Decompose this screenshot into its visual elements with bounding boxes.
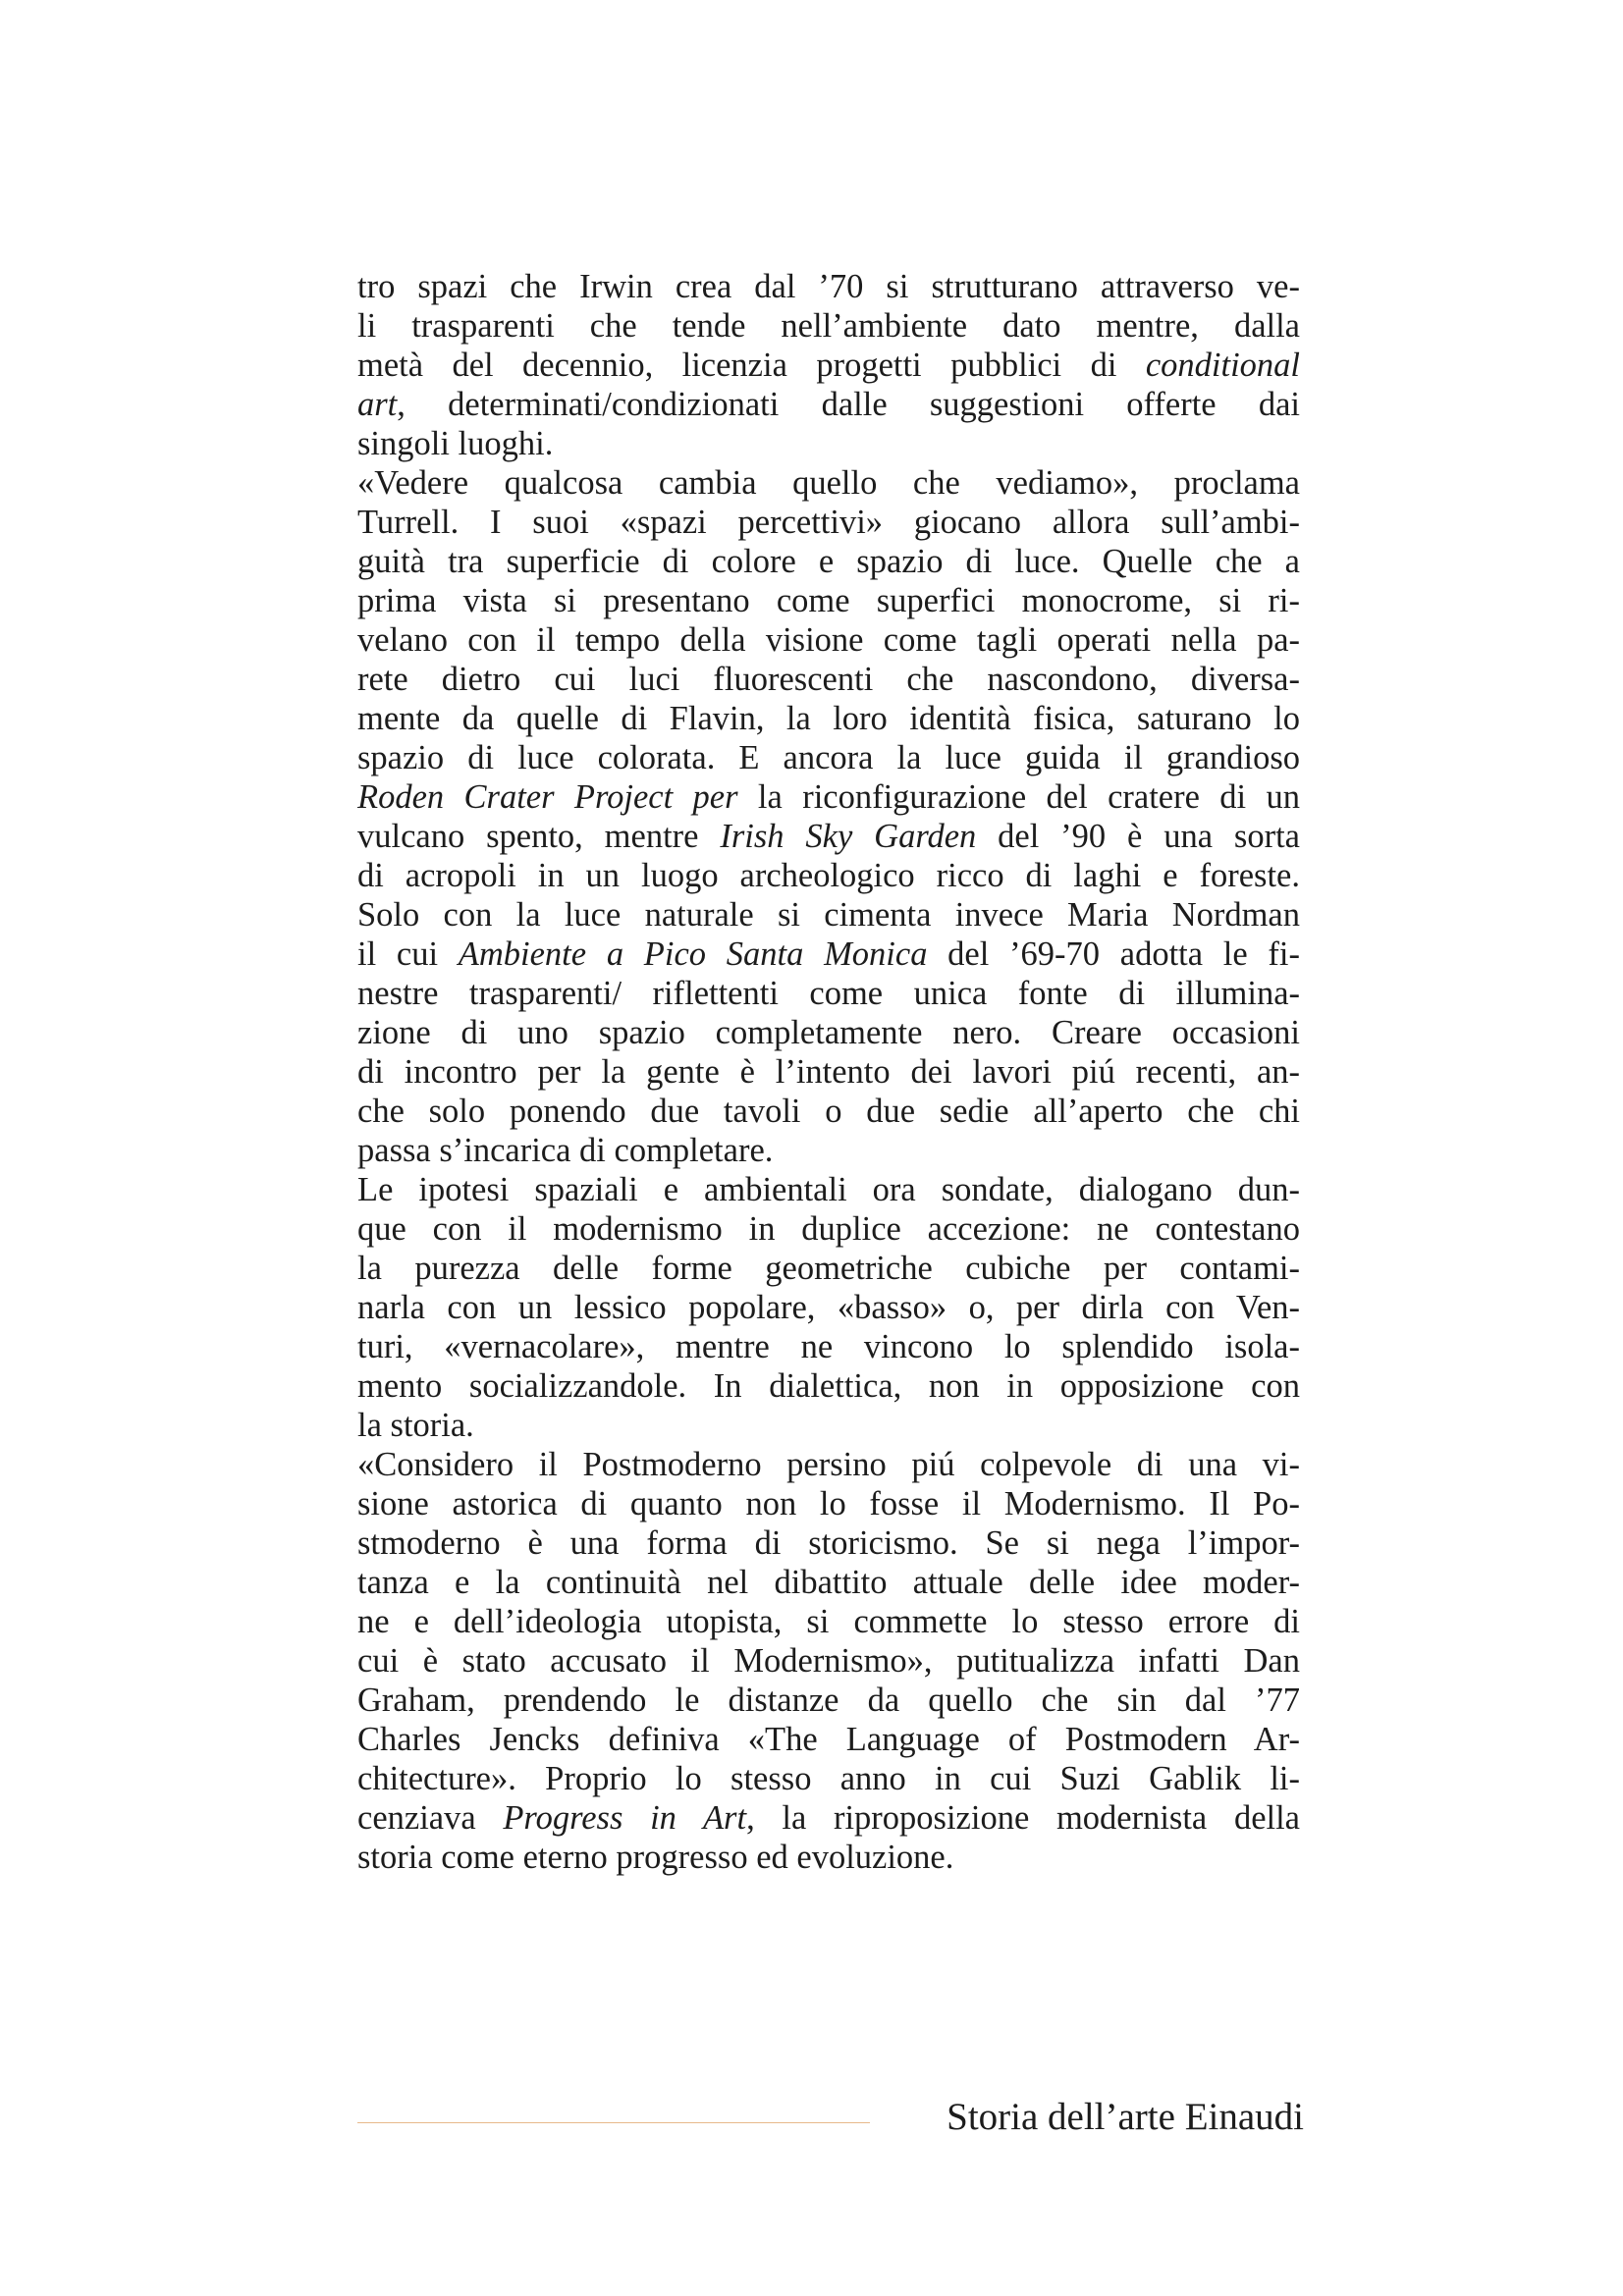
text-line [357, 1170, 1300, 1209]
text-run: mento socializzandole. In dialettica, non in opposizione con [357, 1367, 1300, 1405]
text-run: metà del decennio, licenzia progetti pubblici di [357, 347, 1146, 384]
text-run: turi, «vernacolare», mentre ne vincono lo splendido isola- [357, 1328, 1300, 1365]
italic-title: Roden Crater Project per [357, 778, 738, 816]
text-line [357, 1720, 1300, 1759]
text-run: vulcano spento, mentre [357, 818, 721, 855]
italic-title: Irish Sky Garden [720, 818, 977, 855]
text-line [357, 267, 1300, 306]
text-run: tro spazi che Irwin crea dal ’70 si strutturano attraverso ve- [357, 268, 1300, 305]
text-run: narla con un lessico popolare, «basso» o, per dirla con Ven- [357, 1289, 1300, 1326]
text-run: «Considero il Postmoderno persino piú colpevole di una vi- [357, 1446, 1300, 1483]
text-run: tanza e la continuità nel dibattito attuale delle idee moder- [357, 1564, 1300, 1601]
text-run: stmoderno è una forma di storicismo. Se si nega l’impor- [357, 1524, 1300, 1562]
text-run: sione astorica di quanto non lo fosse il Modernismo. Il Po- [357, 1485, 1300, 1522]
text-line [357, 1288, 1300, 1327]
text-run: velano con il tempo della visione come tagli operati nella pa- [357, 621, 1300, 659]
text-line [357, 934, 1300, 974]
text-run: cui è stato accusato il Modernismo», putitualizza infatti Dan [357, 1642, 1300, 1680]
italic-title: conditional [1145, 347, 1300, 384]
text-run: zione di uno spazio completamente nero. Creare occasioni [357, 1014, 1300, 1051]
text-line [357, 777, 1300, 817]
text-run: li trasparenti che tende nell’ambiente dato mentre, dalla [357, 307, 1300, 345]
text-run: il cui [357, 935, 459, 973]
text-run: Turrell. I suoi «spazi percettivi» giocano allora sull’ambi- [357, 504, 1300, 541]
text-line [357, 1484, 1300, 1523]
text-line [357, 463, 1300, 503]
text-run: nestre trasparenti/ riflettenti come unica fonte di illumina- [357, 975, 1300, 1012]
text-line [357, 542, 1300, 581]
text-line [357, 738, 1300, 777]
text-run: del ’69-70 adotta le fi- [927, 935, 1300, 973]
text-run: la purezza delle forme geometriche cubiche per contami- [357, 1250, 1300, 1287]
text-run: Le ipotesi spaziali e ambientali ora sondate, dialogano dun- [357, 1171, 1300, 1208]
text-run: singoli luoghi. [357, 425, 554, 462]
text-line [357, 1681, 1300, 1720]
italic-title: art [357, 386, 398, 423]
text-run: che solo ponendo due tavoli o due sedie all’aperto che chi [357, 1093, 1300, 1130]
text-run: que con il modernismo in duplice accezione: ne contestano [357, 1210, 1300, 1248]
text-run: spazio di luce colorata. E ancora la luce guida il grandioso [357, 739, 1300, 776]
footer-publisher-label: Storia dell’arte Einaudi [947, 2096, 1304, 2138]
text-line [357, 1131, 1300, 1170]
text-run: chitecture». Proprio lo stesso anno in cui Suzi Gablik li- [357, 1760, 1300, 1797]
text-line [357, 1052, 1300, 1092]
text-line [357, 1602, 1300, 1641]
text-run: passa s’incarica di completare. [357, 1132, 774, 1169]
text-line [357, 660, 1300, 699]
text-line [357, 1092, 1300, 1131]
text-line [357, 1641, 1300, 1681]
text-line [357, 1798, 1300, 1838]
text-run: Graham, prendendo le distanze da quello che sin dal ’77 [357, 1682, 1300, 1719]
text-run: «Vedere qualcosa cambia quello che vediamo», proclama [357, 464, 1300, 502]
text-line [357, 385, 1300, 424]
text-run: cenziava [357, 1799, 504, 1837]
text-run: mente da quelle di Flavin, la loro identità fisica, saturano lo [357, 700, 1300, 737]
text-run: rete dietro cui luci fluorescenti che nascondono, diversa- [357, 661, 1300, 698]
text-line [357, 503, 1300, 542]
text-line [357, 1406, 1300, 1445]
text-line [357, 1445, 1300, 1484]
text-line [357, 424, 1300, 463]
text-run: prima vista si presentano come superfici monocrome, si ri- [357, 582, 1300, 619]
text-run: storia come eterno progresso ed evoluzione. [357, 1839, 954, 1876]
italic-title: Ambiente a Pico Santa Monica [458, 935, 928, 973]
text-line [357, 856, 1300, 895]
text-line [357, 895, 1300, 934]
footer-rule [357, 2122, 870, 2123]
text-line [357, 1366, 1300, 1406]
text-line [357, 1013, 1300, 1052]
text-line [357, 1209, 1300, 1249]
text-line [357, 346, 1300, 385]
text-line [357, 581, 1300, 620]
italic-title: Progress in Art [503, 1799, 747, 1837]
text-line [357, 1759, 1300, 1798]
text-line [357, 817, 1300, 856]
text-run: la riconfigurazione del cratere di un [737, 778, 1300, 816]
text-run: di acropoli in un luogo archeologico ricco di laghi e foreste. [357, 857, 1300, 894]
page-footer [357, 2091, 1304, 2150]
text-run: ne e dell’ideologia utopista, si commette lo stesso errore di [357, 1603, 1300, 1640]
text-line [357, 306, 1300, 346]
text-run: guità tra superficie di colore e spazio di luce. Quelle che a [357, 543, 1300, 580]
text-run: Solo con la luce naturale si cimenta invece Maria Nordman [357, 896, 1300, 934]
text-line [357, 1838, 1300, 1877]
text-run: di incontro per la gente è l’intento dei lavori piú recenti, an- [357, 1053, 1300, 1091]
text-line [357, 974, 1300, 1013]
text-line [357, 699, 1300, 738]
text-run: , determinati/condizionati dalle suggestioni offerte dai [397, 386, 1300, 423]
text-line [357, 620, 1300, 660]
body-text [357, 267, 1300, 1877]
text-run: del ’90 è una sorta [976, 818, 1300, 855]
text-line [357, 1523, 1300, 1563]
text-line [357, 1327, 1300, 1366]
text-line [357, 1249, 1300, 1288]
text-run: Charles Jencks definiva «The Language of Postmodern Ar- [357, 1721, 1300, 1758]
text-line [357, 1563, 1300, 1602]
text-run: la storia. [357, 1407, 474, 1444]
text-run: , la riproposizione modernista della [746, 1799, 1300, 1837]
